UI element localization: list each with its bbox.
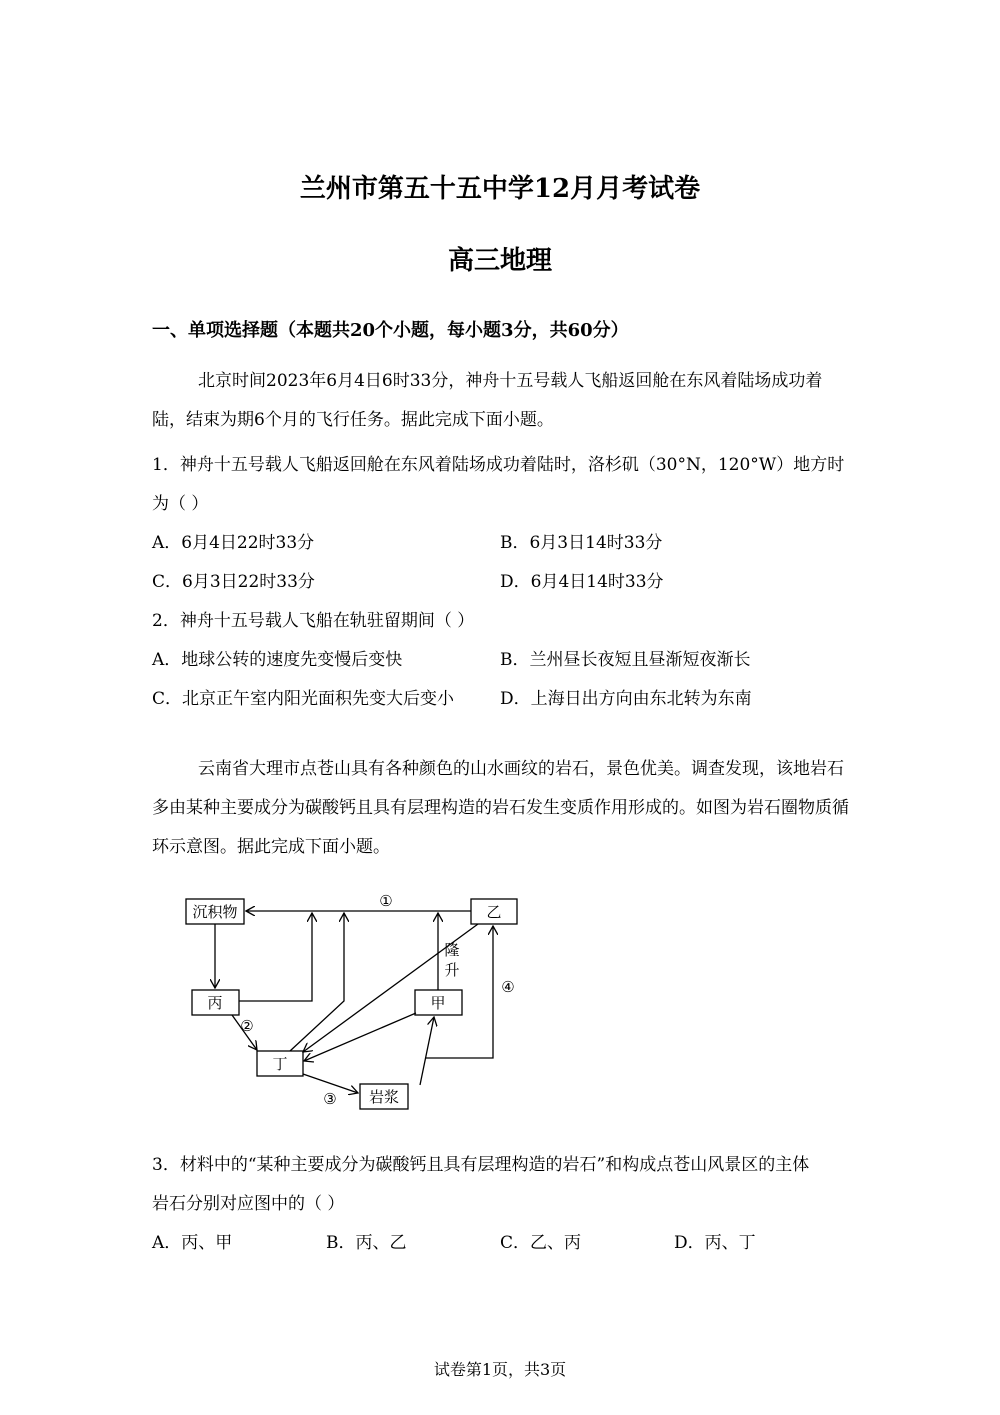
- arrow-magma-to-jia: [420, 1017, 434, 1085]
- label-yi: 乙: [486, 903, 502, 921]
- label-magma: 岩浆: [368, 1088, 400, 1106]
- arrow-bing-up: [239, 913, 312, 1001]
- q2-stem: 2．神舟十五号载人飞船在轨驻留期间（ ）: [152, 611, 475, 631]
- q3-option-a: A．丙、甲: [152, 1233, 233, 1253]
- q2-option-d: D．上海日出方向由东北转为东南: [500, 689, 752, 709]
- label-bing: 丙: [207, 994, 223, 1012]
- arrow-ding-up: [290, 913, 344, 1051]
- q3-stem-line1: 3．材料中的“某种主要成分为碳酸钙且具有层理构造的岩石”和构成点苍山风景区的主体: [152, 1155, 810, 1175]
- rock-cycle-diagram: [180, 885, 540, 1120]
- q2-option-b: B．兰州昼长夜短且昼渐短夜渐长: [500, 650, 751, 670]
- q1-stem-line2: 为（ ）: [152, 494, 209, 514]
- label-ding: 丁: [272, 1055, 288, 1073]
- label-uplift-2: 升: [444, 961, 460, 979]
- label-sediment: 沉积物: [192, 903, 238, 921]
- label-circle-1: ①: [379, 892, 393, 910]
- arrow-jia-to-ding: [304, 1013, 416, 1061]
- section-heading: 一、单项选择题（本题共20个小题，每小题3分，共60分）: [152, 320, 629, 341]
- q1-option-b: B．6月3日14时33分: [500, 533, 663, 553]
- q3-option-c: C．乙、丙: [500, 1233, 582, 1253]
- q1-option-c: C．6月3日22时33分: [152, 572, 315, 592]
- q1-stem-line1: 1．神舟十五号载人飞船返回舱在东风着陆场成功着陆时，洛杉矶（30°N，120°W）地方时: [152, 455, 845, 475]
- q1-option-d: D．6月4日14时33分: [500, 572, 664, 592]
- page-footer: 试卷第1页，共3页: [433, 1360, 567, 1379]
- q1-option-a: A．6月4日22时33分: [152, 533, 315, 553]
- passage-1: 北京时间2023年6月4日6时33分，神舟十五号载人飞船返回舱在东风着陆场成功着陆，结束为期6个月的飞行任务。据此完成下面小题。: [152, 371, 823, 430]
- label-uplift-1: 隆: [444, 941, 460, 959]
- q3-option-b: B．丙、乙: [326, 1233, 407, 1253]
- q2-option-a: A．地球公转的速度先变慢后变快: [152, 650, 403, 670]
- label-jia: 甲: [430, 994, 446, 1012]
- exam-subtitle: 高三地理: [447, 246, 552, 276]
- q2-option-c: C．北京正午室内阳光面积先变大后变小: [152, 689, 455, 709]
- passage-2: 云南省大理市点苍山具有各种颜色的山水画纹的岩石，景色优美。调查发现，该地岩石多由某种主要成分为碳酸钙且具有层理构造的岩石发生变质作用形成的。如图为岩石圈物质循环示意图。据此完成下面小题。: [152, 759, 849, 857]
- label-circle-4: ④: [501, 978, 515, 996]
- label-circle-3: ③: [323, 1090, 337, 1108]
- label-circle-2: ②: [240, 1017, 254, 1035]
- q3-stem-line2: 岩石分别对应图中的（ ）: [152, 1194, 345, 1214]
- exam-title: 兰州市第五十五中学12月月考试卷: [299, 174, 701, 204]
- q3-option-d: D．丙、丁: [674, 1233, 756, 1253]
